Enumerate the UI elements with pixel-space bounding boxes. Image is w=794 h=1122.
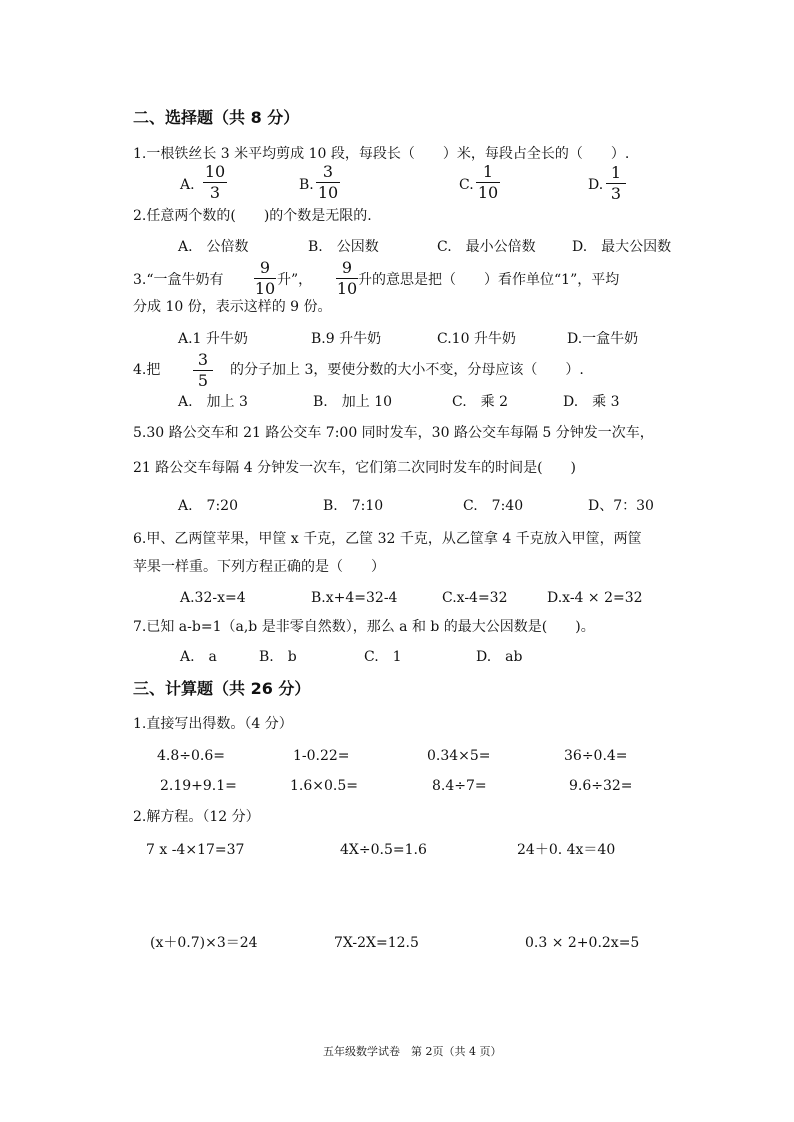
q5-option-a: A. 7:20 [178, 498, 238, 514]
q7-option-b: B. b [259, 649, 297, 665]
q3-option-d: D.一盒牛奶 [567, 331, 639, 347]
q7-stem: 7.已知 a-b=1（a,b 是非零自然数），那么 a 和 b 的最大公因数是( )。 [133, 619, 595, 635]
q6-option-d: D.x-4 × 2=32 [547, 590, 643, 606]
q4-option-c: C. 乘 2 [452, 394, 509, 410]
q3-line2: 分成 10 份，表示这样的 9 份。 [133, 299, 332, 315]
q6-line2: 苹果一样重。下列方程正确的是（ ） [133, 559, 385, 575]
q1-option-b-label: B. [299, 177, 314, 193]
q4-prefix: 4.把 [133, 362, 161, 378]
q1-stem: 1.一根铁丝长 3 米平均剪成 10 段，每段长（ ）米，每段占全长的（ ）. [133, 146, 630, 162]
q2-stem: 2.任意两个数的( )的个数是无限的. [133, 208, 372, 224]
q6-option-c: C.x-4=32 [442, 590, 508, 606]
fraction-denominator: 10 [254, 279, 276, 298]
calc-q1-stem: 1.直接写出得数。（4 分） [133, 716, 293, 732]
equation-item: 4X÷0.5=1.6 [340, 842, 427, 858]
fraction-denominator: 5 [197, 371, 209, 390]
q5-option-d: D、7：30 [588, 498, 654, 514]
page-footer: 五年级数学试卷 第 2页（共 4 页） [323, 1045, 502, 1058]
q3-part3: 升的意思是把（ ）看作单位“1”，平均 [358, 272, 620, 288]
calc-q1-item: 4.8÷0.6= [157, 748, 225, 764]
q4-suffix: 的分子加上 3，要使分数的大小不变，分母应该（ ）. [230, 362, 584, 378]
equation-item: 7 x -4×17=37 [146, 842, 245, 858]
fraction-denominator: 10 [317, 183, 339, 202]
q4-option-a: A. 加上 3 [178, 394, 248, 410]
fraction-numerator: 3 [322, 162, 334, 181]
q3-fraction-1 [254, 259, 276, 298]
q1-option-c-fraction [476, 163, 500, 202]
q2-option-b: B. 公因数 [308, 239, 379, 255]
section-title-choice: 二、选择题（共 8 分） [133, 108, 300, 127]
equation-item: 7X-2X=12.5 [334, 935, 419, 951]
q6-option-b: B.x+4=32-4 [311, 590, 398, 606]
q5-line2: 21 路公交车每隔 4 分钟发一次车，它们第二次同时发车的时间是( ) [133, 460, 576, 476]
q1-option-d-label: D. [588, 177, 604, 193]
q1-option-d-fraction [606, 164, 626, 203]
q1-option-a-label: A. [180, 177, 195, 193]
q4-option-b: B. 加上 10 [313, 394, 393, 410]
section-title-calculation: 三、计算题（共 26 分） [133, 679, 311, 698]
calc-q1-item: 1.6×0.5= [290, 778, 358, 794]
q4-option-d: D. 乘 3 [563, 394, 620, 410]
q1-option-b-fraction [316, 163, 340, 202]
q7-option-c: C. 1 [364, 649, 402, 665]
fraction-numerator: 3 [197, 350, 209, 369]
q5-option-b: B. 7:10 [323, 498, 384, 514]
fraction-numerator: 1 [610, 163, 622, 182]
q3-fraction-2 [336, 259, 358, 298]
q3-option-a: A.1 升牛奶 [178, 331, 248, 347]
fraction-denominator: 3 [209, 183, 221, 202]
fraction-numerator: 9 [259, 258, 271, 277]
q6-option-a: A.32-x=4 [180, 590, 246, 606]
fraction-denominator: 10 [336, 279, 358, 298]
calc-q2-stem: 2.解方程。（12 分） [133, 809, 260, 825]
equation-item: (x＋0.7)×3＝24 [150, 935, 258, 951]
calc-q1-item: 1-0.22= [293, 748, 350, 764]
calc-q1-item: 2.19+9.1= [160, 778, 237, 794]
q2-option-a: A. 公倍数 [178, 239, 249, 255]
calc-q1-item: 36÷0.4= [564, 748, 628, 764]
q6-line1: 6.甲、乙两筐苹果，甲筐 x 千克，乙筐 32 千克，从乙筐拿 4 千克放入甲筐，两筐 [133, 531, 642, 547]
q7-option-a: A. a [180, 649, 217, 665]
fraction-numerator: 1 [482, 162, 494, 181]
calc-q1-item: 8.4÷7= [432, 778, 487, 794]
equation-item: 24＋0. 4x＝40 [517, 842, 616, 858]
equation-item: 0.3 × 2+0.2x=5 [525, 935, 640, 951]
fraction-denominator: 10 [477, 183, 499, 202]
q2-option-d: D. 最大公因数 [572, 239, 672, 255]
q2-option-c: C. 最小公倍数 [437, 239, 536, 255]
q5-option-c: C. 7:40 [463, 498, 524, 514]
q3-option-b: B.9 升牛奶 [311, 331, 382, 347]
calc-q1-item: 9.6÷32= [569, 778, 633, 794]
fraction-denominator: 3 [610, 184, 622, 203]
q3-part2: 升”， [277, 272, 313, 288]
q3-option-c: C.10 升牛奶 [437, 331, 516, 347]
q3-part1: 3.“一盒牛奶有 [133, 272, 224, 288]
fraction-numerator: 10 [204, 162, 226, 181]
q1-option-a-fraction [203, 163, 227, 202]
q1-option-c-label: C. [459, 177, 474, 193]
q5-line1: 5.30 路公交车和 21 路公交车 7:00 同时发车，30 路公交车每隔 5 分钟发一次车， [133, 425, 654, 441]
fraction-numerator: 9 [341, 258, 353, 277]
calc-q1-item: 0.34×5= [427, 748, 491, 764]
q7-option-d: D. ab [476, 649, 523, 665]
q4-fraction [193, 351, 213, 390]
